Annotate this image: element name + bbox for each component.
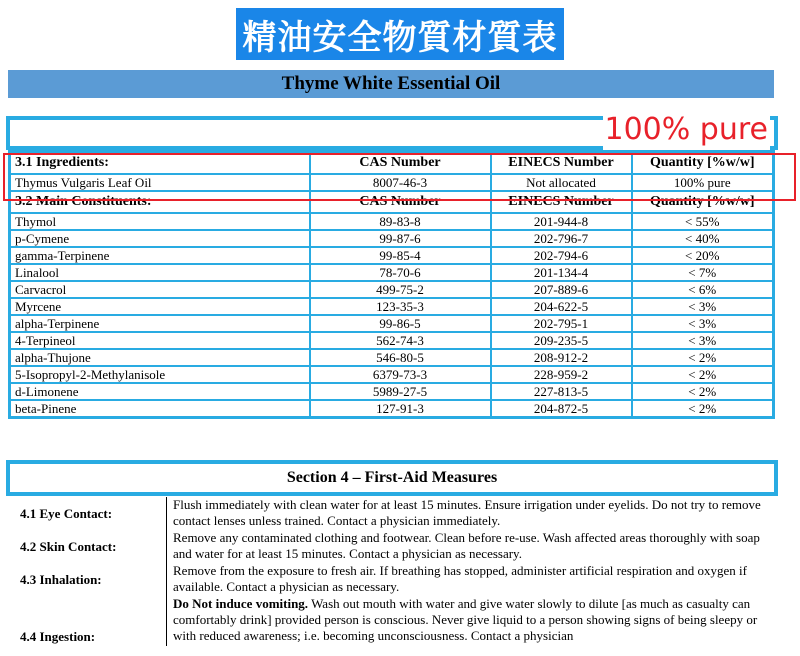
table-cell: 204-622-5 xyxy=(491,298,632,315)
table-cell: 78-70-6 xyxy=(310,264,491,281)
table-cell: alpha-Terpinene xyxy=(10,315,310,332)
first-aid-text: Remove from the exposure to fresh air. If breathing has stopped, administer artificial respiration and oxygen if available. Contact a physician as necessary. xyxy=(166,563,772,596)
table-cell: 201-134-4 xyxy=(491,264,632,281)
table-cell: 99-87-6 xyxy=(310,230,491,247)
table-cell: < 20% xyxy=(632,247,774,264)
first-aid-emphasis: Do Not induce vomiting. xyxy=(173,596,309,611)
table-cell: 202-795-1 xyxy=(491,315,632,332)
table-cell: < 2% xyxy=(632,366,774,383)
constituent-row xyxy=(10,298,774,315)
constituent-row xyxy=(10,247,774,264)
table-cell: 100% pure xyxy=(632,174,774,191)
table-cell: 562-74-3 xyxy=(310,332,491,349)
table-cell: 6379-73-3 xyxy=(310,366,491,383)
banner-title: 精油安全物質材質表 xyxy=(236,8,564,60)
section4-title: Section 4 – First-Aid Measures xyxy=(6,460,778,496)
first-aid-list xyxy=(8,497,772,646)
table-cell: < 3% xyxy=(632,332,774,349)
first-aid-label: 4.2 Skin Contact: xyxy=(20,538,117,554)
constituent-row xyxy=(10,315,774,332)
constituent-row xyxy=(10,264,774,281)
composition-table xyxy=(8,150,775,419)
ingredients-header-row xyxy=(10,152,774,175)
table-cell: gamma-Terpinene xyxy=(10,247,310,264)
constituent-row xyxy=(10,366,774,383)
purity-label: 100% pure xyxy=(603,110,771,150)
constituent-row xyxy=(10,383,774,400)
column-header: CAS Number xyxy=(310,152,491,175)
table-cell: beta-Pinene xyxy=(10,400,310,418)
product-title: Thyme White Essential Oil xyxy=(8,70,774,98)
table-cell: 123-35-3 xyxy=(310,298,491,315)
table-cell: 207-889-6 xyxy=(491,281,632,298)
table-cell: 127-91-3 xyxy=(310,400,491,418)
table-cell: < 6% xyxy=(632,281,774,298)
table-cell: 202-796-7 xyxy=(491,230,632,247)
first-aid-eye xyxy=(8,497,772,530)
table-cell: 209-235-5 xyxy=(491,332,632,349)
table-cell: Linalool xyxy=(10,264,310,281)
constituent-row xyxy=(10,349,774,366)
table-cell: Carvacrol xyxy=(10,281,310,298)
table-cell: 202-794-6 xyxy=(491,247,632,264)
column-header: Quantity [%w/w] xyxy=(632,191,774,213)
table-cell: 499-75-2 xyxy=(310,281,491,298)
table-cell: 546-80-5 xyxy=(310,349,491,366)
table-cell: 228-959-2 xyxy=(491,366,632,383)
table-cell: Thymol xyxy=(10,213,310,230)
table-cell: 208-912-2 xyxy=(491,349,632,366)
column-header: 3.1 Ingredients: xyxy=(10,152,310,175)
constituent-row xyxy=(10,230,774,247)
first-aid-text: Remove any contaminated clothing and footwear. Clean before re-use. Wash affected areas thoroughly with soap and water for at least 15 minutes. Contact a physician as necessary. xyxy=(166,530,772,563)
first-aid-text-body: Wash out mouth with water and give water slowly to dilute [as much as casualty can comfortably drink] provided person is conscious. Never give liquid to a person showing signs of being sleepy or with reduced awareness; i.e. becoming unconsciousness. Contact a physician xyxy=(173,596,758,643)
table-cell: 5-Isopropyl-2-Methylanisole xyxy=(10,366,310,383)
first-aid-label: 4.4 Ingestion: xyxy=(20,629,96,644)
ingredient-row xyxy=(10,174,774,191)
first-aid-text xyxy=(166,596,772,646)
constituent-row xyxy=(10,400,774,418)
table-cell: < 3% xyxy=(632,298,774,315)
column-header: EINECS Number xyxy=(491,191,632,213)
constituent-row xyxy=(10,281,774,298)
table-cell: < 7% xyxy=(632,264,774,281)
table-cell: < 3% xyxy=(632,315,774,332)
table-cell: alpha-Thujone xyxy=(10,349,310,366)
table-cell: < 2% xyxy=(632,400,774,418)
first-aid-inhalation xyxy=(8,563,772,596)
table-cell: < 55% xyxy=(632,213,774,230)
table-cell: Thymus Vulgaris Leaf Oil xyxy=(10,174,310,191)
constituent-row xyxy=(10,213,774,230)
column-header: Quantity [%w/w] xyxy=(632,152,774,175)
table-cell: 89-83-8 xyxy=(310,213,491,230)
table-cell: < 2% xyxy=(632,349,774,366)
constituents-header-row xyxy=(10,191,774,213)
constituent-row xyxy=(10,332,774,349)
column-header: 3.2 Main Constituents: xyxy=(10,191,310,213)
table-cell: d-Limonene xyxy=(10,383,310,400)
table-cell: < 2% xyxy=(632,383,774,400)
first-aid-skin xyxy=(8,530,772,563)
table-cell: 201-944-8 xyxy=(491,213,632,230)
table-cell: 99-85-4 xyxy=(310,247,491,264)
first-aid-text: Flush immediately with clean water for at least 15 minutes. Ensure irrigation under eyelids. Do not try to remove contact lenses unless trained. Contact a physician immediately. xyxy=(166,497,772,530)
table-cell: < 40% xyxy=(632,230,774,247)
table-cell: 8007-46-3 xyxy=(310,174,491,191)
first-aid-ingestion xyxy=(8,596,772,646)
table-cell: Myrcene xyxy=(10,298,310,315)
column-header: EINECS Number xyxy=(491,152,632,175)
table-cell: 204-872-5 xyxy=(491,400,632,418)
table-cell: 99-86-5 xyxy=(310,315,491,332)
table-cell: 227-813-5 xyxy=(491,383,632,400)
first-aid-label: 4.3 Inhalation: xyxy=(20,571,102,587)
table-cell: 5989-27-5 xyxy=(310,383,491,400)
table-cell: p-Cymene xyxy=(10,230,310,247)
first-aid-label: 4.1 Eye Contact: xyxy=(20,505,113,521)
table-cell: Not allocated xyxy=(491,174,632,191)
column-header: CAS Number xyxy=(310,191,491,213)
table-cell: 4-Terpineol xyxy=(10,332,310,349)
